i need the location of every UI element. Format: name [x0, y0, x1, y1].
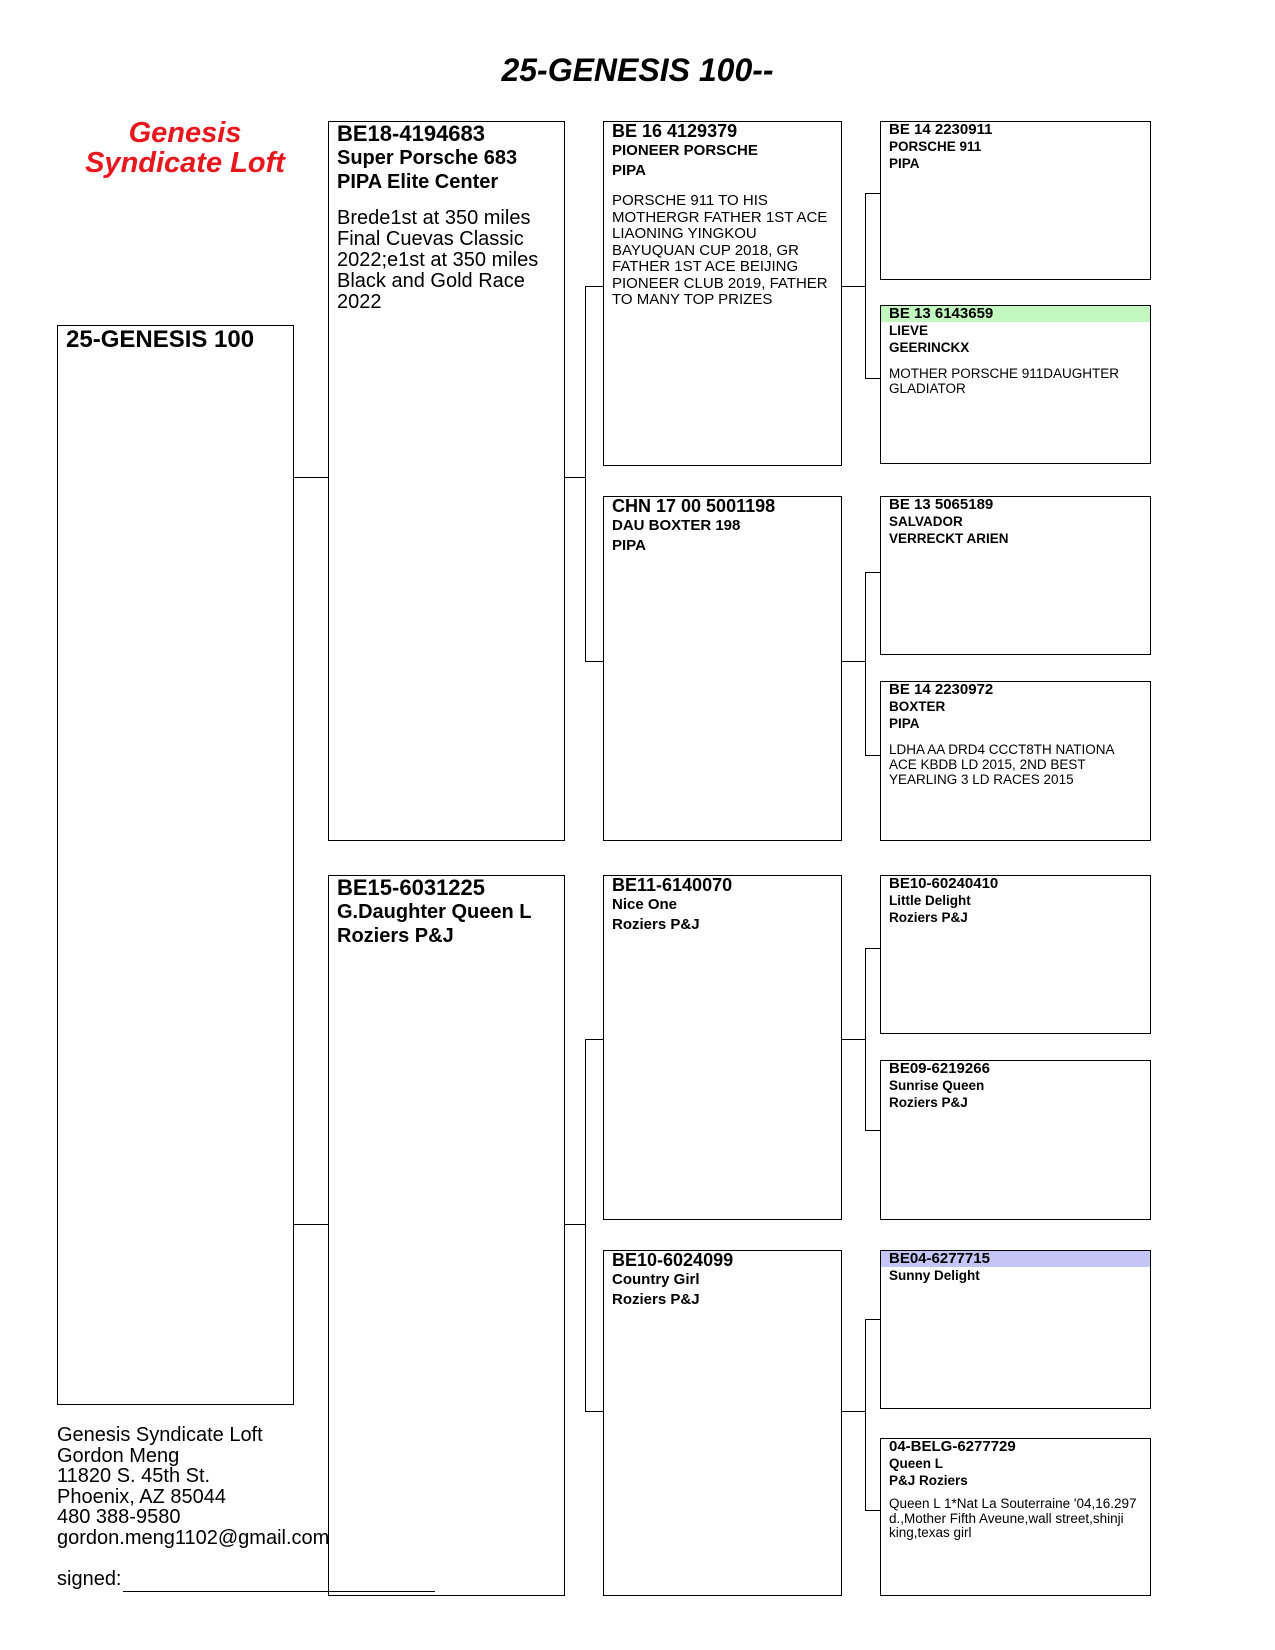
connector	[293, 477, 329, 478]
pedigree-name: PIONEER PORSCHE	[612, 142, 758, 159]
pedigree-ring: BE 14 2230911	[889, 121, 993, 138]
connector	[841, 1039, 865, 1040]
connector	[865, 193, 866, 378]
connector	[865, 572, 866, 755]
pedigree-ring: BE 16 4129379	[612, 121, 738, 141]
pedigree-name: Nice One	[612, 896, 678, 913]
pedigree-name: SALVADOR	[889, 514, 963, 529]
connector	[841, 286, 865, 287]
dam-ring: BE15-6031225	[337, 875, 486, 900]
connector	[865, 948, 866, 1130]
connector	[585, 661, 604, 662]
pedigree-name: BOXTER	[889, 699, 946, 714]
connector	[865, 378, 881, 379]
pedigree-ring: BE09-6219266	[889, 1060, 990, 1077]
pedigree-ring: BE 13 6143659	[881, 306, 1150, 322]
connector	[865, 948, 881, 949]
great-grandparent-box	[880, 121, 1151, 280]
pedigree-name: Sunrise Queen	[889, 1078, 985, 1093]
pedigree-breeder: VERRECKT ARIEN	[889, 531, 1009, 546]
contact-phone: 480 388-9580	[57, 1506, 181, 1528]
connector	[865, 572, 881, 573]
great-grandparent-box	[880, 681, 1151, 841]
subject-box	[57, 325, 294, 1405]
dam-name: G.Daughter Queen L	[337, 901, 532, 923]
pedigree-ring: BE04-6277715	[881, 1251, 1150, 1267]
connector	[865, 193, 881, 194]
pedigree-ring: BE11-6140070	[612, 875, 733, 895]
grandparent-box	[603, 875, 842, 1220]
pedigree-ring: 04-BELG-6277729	[889, 1438, 1016, 1455]
connector	[564, 1224, 585, 1225]
page-title: 25-GENESIS 100--	[501, 52, 774, 88]
contact-owner: Gordon Meng	[57, 1444, 180, 1467]
sire-notes: Brede1st at 350 miles Final Cuevas Classic 2022;e1st at 350 miles Black and Gold Race 2022	[337, 207, 539, 313]
pedigree-ring: BE10-6024099	[612, 1250, 734, 1270]
dam-box	[328, 875, 565, 1596]
pedigree-notes: PORSCHE 911 TO HIS MOTHERGR FATHER 1ST ACE LIAONING YINGKOU BAYUQUAN CUP 2018, GR FATHER 1ST ACE BEIJING PIONEER CLUB 2019, FATHER TO MANY TOP PRIZES	[612, 192, 828, 308]
pedigree-notes: LDHA AA DRD4 CCCT8TH NATIONA ACE KBDB LD 2015, 2ND BEST YEARLING 3 LD RACES 2015	[889, 742, 1114, 787]
connector	[865, 1319, 881, 1320]
connector	[564, 477, 585, 478]
pedigree-notes: Queen L 1*Nat La Souterraine '04,16.297 d.,Mother Fifth Aveune,wall street,shinji king,texas girl	[889, 1496, 1137, 1540]
great-grandparent-box	[880, 305, 1151, 464]
grandparent-box	[603, 121, 842, 466]
contact-email: gordon.meng1102@gmail.com	[57, 1526, 330, 1549]
connector	[841, 661, 865, 662]
pedigree-ring: BE10-60240410	[889, 875, 999, 892]
pedigree-breeder: PIPA	[612, 537, 646, 554]
pedigree-ring: CHN 17 00 5001198	[612, 496, 776, 516]
loft-name-line-2: Syndicate Loft	[85, 147, 285, 179]
pedigree-name: LIEVE	[889, 323, 929, 338]
pedigree-notes: MOTHER PORSCHE 911DAUGHTER GLADIATOR	[889, 366, 1120, 396]
pedigree-name: DAU BOXTER 198	[612, 517, 741, 534]
pedigree-name: PORSCHE 911	[889, 139, 982, 154]
great-grandparent-box	[880, 1438, 1151, 1596]
connector	[865, 1319, 866, 1510]
loft-name-line-1: Genesis	[128, 117, 242, 149]
pedigree-breeder: P&J Roziers	[889, 1473, 968, 1488]
sire-box	[328, 121, 565, 841]
pedigree-breeder: Roziers P&J	[612, 1291, 700, 1308]
pedigree-breeder: Roziers P&J	[612, 916, 700, 933]
connector	[841, 1411, 865, 1412]
connector	[585, 1039, 586, 1411]
connector	[865, 1510, 881, 1511]
connector	[585, 286, 586, 661]
signature-line	[123, 1591, 435, 1592]
pedigree-breeder: PIPA	[612, 162, 646, 179]
pedigree-ring: BE 13 5065189	[889, 496, 994, 513]
pedigree-breeder: Roziers P&J	[889, 910, 968, 925]
loft-logo-text	[75, 118, 295, 178]
connector	[585, 1411, 604, 1412]
pedigree-name: Country Girl	[612, 1271, 700, 1288]
pedigree-ring: BE 14 2230972	[889, 681, 994, 698]
great-grandparent-box	[880, 875, 1151, 1034]
signed-label: signed:	[57, 1568, 122, 1590]
great-grandparent-box	[880, 496, 1151, 655]
sire-ring: BE18-4194683	[337, 121, 486, 146]
connector	[865, 755, 881, 756]
sire-breeder: PIPA Elite Center	[337, 171, 499, 193]
grandparent-box	[603, 496, 842, 841]
connector	[293, 1224, 329, 1225]
pedigree-breeder: Roziers P&J	[889, 1095, 968, 1110]
great-grandparent-box	[880, 1060, 1151, 1220]
grandparent-box	[603, 1250, 842, 1596]
subject-ring: 25-GENESIS 100	[66, 326, 255, 353]
great-grandparent-box	[880, 1250, 1151, 1409]
contact-street: 11820 S. 45th St.	[57, 1465, 211, 1487]
connector	[585, 1039, 604, 1040]
dam-breeder: Roziers P&J	[337, 925, 454, 947]
sire-name: Super Porsche 683	[337, 147, 518, 169]
contact-city: Phoenix, AZ 85044	[57, 1485, 227, 1508]
connector	[865, 1130, 881, 1131]
pedigree-breeder: PIPA	[889, 156, 920, 171]
pedigree-breeder: GEERINCKX	[889, 340, 970, 355]
pedigree-breeder: PIPA	[889, 716, 920, 731]
connector	[585, 286, 604, 287]
contact-block	[57, 1425, 329, 1548]
pedigree-name: Queen L	[889, 1456, 944, 1471]
contact-loft: Genesis Syndicate Loft	[57, 1424, 263, 1446]
pedigree-name: Sunny Delight	[889, 1268, 980, 1283]
pedigree-name: Little Delight	[889, 893, 971, 908]
